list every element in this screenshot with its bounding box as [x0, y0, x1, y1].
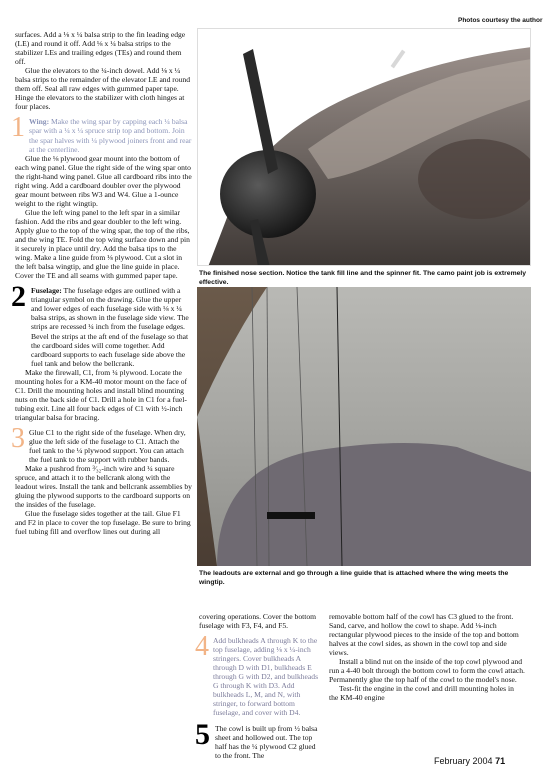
page-footer	[434, 756, 505, 766]
issue-date: February 2004	[434, 756, 493, 766]
step-2-body: The fuselage edges are outlined with a triangular symbol on the drawing. Glue the upper and lower edges of each fuselage side with ⅛ x ¼ balsa strips, as shown in the fuselage side view. The strips are recessed ¼ inch from the fuselage edges. Bevel the strips at the aft end of the fuselage so that the cardboard sides will come together. Add cardboard supports to each fuselage side above the fuel tank and below the bellcrank.	[31, 286, 189, 368]
step-1-body: Make the wing spar by capping each ¼ balsa spar with a ¼ x ¼ spruce strip top and bottom. Join the spar halves with ¼ plywood joiners front and rear at the centerline.	[29, 117, 192, 154]
step-1-number: 1	[11, 112, 25, 144]
step-5-text: The cowl is built up from ½ balsa sheet and hollowed out. The top half has the ¼ plywood C2 glued to the front. The	[215, 723, 318, 760]
step-5	[195, 717, 319, 760]
elevator-paragraph: Glue the elevators to the ¼-inch dowel. Add ⅛ x ¼ balsa strips to the remainder of the elevator LE and round them off. Seal all raw edges with gummed paper tape. Hinge the elevators to the stabilizer with cloth hinges at four places.	[15, 66, 191, 112]
covering-paragraph: covering operations. Cover the bottom fuselage with F3, F4, and F5.	[199, 612, 317, 631]
step-3-paragraph-2: Make a pushrod from ³⁄₃₂-inch wire and ¼ square spruce, and attach it to the bellcrank along with the leadout wires. Install the tank and bellcrank assemblies by gluing the plywood supports to the cardboard supports on the insides of the fuselage.	[15, 464, 192, 510]
step-1-heading: Wing:	[29, 117, 50, 127]
step-2-heading: Fuselage:	[31, 286, 62, 296]
step-2	[11, 280, 193, 422]
cowl-paragraph-2: Install a blind nut on the inside of the top cowl plywood and run a 4-40 bolt through the bottom cowl to form the cowl attach. Permanently glue the top half of the cowl to the model's nose.	[329, 657, 525, 685]
step-4-text: Add bulkheads A through K to the top fuselage, adding ⅛ x ¼-inch stringers. Cover bulkheads A through D with D1, bulkheads E through G with D2, and bulkheads G through K with D3. Add bulkheads L, M, and N, with stringer, to forward bottom fuselage, and cover with D4.	[213, 636, 319, 718]
photo-credit: Photos courtesy the author	[458, 17, 543, 24]
intro-paragraph: surfaces. Add a ⅛ x ¼ balsa strip to the fin leading edge (LE) and round it off. Add ⅛ x ¼ balsa strips to the stabilizer LEs and trailing edges (TEs) and round them off.	[15, 30, 186, 67]
step-3-paragraph-3: Glue the fuselage sides together at the tail. Glue F1 and F2 in place to cover the top fuselage. Be sure to bring fuel tubing fill and overflow lines out during all	[15, 509, 191, 537]
nose-section-illustration	[198, 29, 531, 266]
step-3	[11, 422, 193, 537]
step-1-text	[15, 117, 193, 153]
photo2-caption: The leadouts are external and go through a line guide that is attached where the wing meets the wingtip.	[199, 570, 509, 586]
step-2-number: 2	[11, 280, 26, 314]
step-4	[195, 631, 319, 718]
bottom-column-2	[329, 612, 525, 702]
step-5-number: 5	[195, 717, 210, 751]
photo1-caption: The finished nose section. Notice the tank fill line and the spinner fit. The camo paint job is extremely effective.	[199, 270, 527, 286]
cowl-paragraph-3: Test-fit the engine in the cowl and drill mounting holes in the KM-40 engine	[329, 684, 514, 703]
nose-section-photo	[197, 28, 531, 266]
step-3-text: Glue C1 to the right side of the fuselage. When dry, glue the left side of the fuselage to C1. Attach the fuel tank to the ¼ plywood support. You can attach the fuel tank to the support with rubber bands.	[29, 427, 186, 465]
step-4-number: 4	[195, 631, 209, 663]
left-column	[11, 30, 193, 537]
step-1	[11, 112, 193, 281]
page-number: 71	[495, 756, 506, 766]
step-2-paragraph-2: Make the firewall, C1, from ¼ plywood. Locate the mounting holes for a KM-40 motor mount on the face of C1. Drill the mounting holes and install blind mounting nuts on the back side of C1. Drill a hole in C1 for a fuel-tubing exit. Line all four back edges of C1 with ½-inch triangular balsa for bracing.	[15, 367, 188, 422]
cowl-paragraph-1: removable bottom half of the cowl has C3 glued to the front. Sand, carve, and hollow the cowl to shape. Add ⅛-inch rectangular plywood pieces to the inside of the top and bottom halves at the cowl sides, as shown in the cowl top and side views.	[329, 612, 519, 658]
leadouts-photo	[197, 287, 531, 566]
wing-leadouts-illustration	[197, 287, 531, 566]
step-2-text	[15, 286, 193, 367]
bottom-column-1	[195, 612, 319, 760]
step-3-number: 3	[11, 422, 25, 454]
step-1-paragraph-2: Glue the ⅛ plywood gear mount into the bottom of each wing panel. Glue the right side of the wing spar onto the right-hand wing panel. Glue all cardboard ribs into the right wing. Add a cardboard doubler over the plywood gear mount between ribs W3 and W4. Glue a 1-ounce weight to the right wingtip.	[15, 153, 192, 208]
step-1-paragraph-3: Glue the left wing panel to the left spar in a similar fashion. Add the ribs and gear doubler to the left wing. Apply glue to the top of the wing spar, the top of the ribs, and the wing TE. Fold the top wing surface down and pin it securely in place until dry. Add the balsa tips to the wing. Make a line guide from ⅛ plywood. Cut a slot in the left balsa wingtip, and glue the line guide in place. Cover the TE and all seams with gummed paper tape.	[15, 207, 190, 281]
